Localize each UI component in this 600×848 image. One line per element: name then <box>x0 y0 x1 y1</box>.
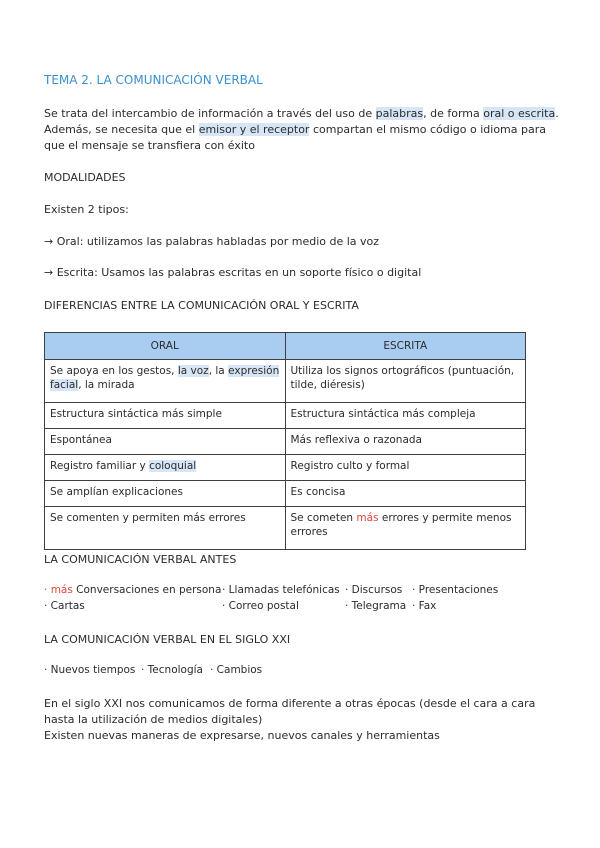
table-cell: Se apoya en los gestos, la voz, la expresión facial, la mirada <box>45 360 286 403</box>
list-item: · Discursos <box>345 584 403 596</box>
list-item: · Nuevos tiempos <box>44 664 136 676</box>
list-item: · Cartas <box>44 600 85 612</box>
list-item: · Fax <box>412 600 437 612</box>
red-text-mas: más <box>50 584 73 596</box>
table-header-row <box>45 333 526 360</box>
header-oral: ORAL <box>45 333 286 360</box>
table-cell: Registro familiar y coloquial <box>45 455 286 481</box>
siglo-paragraph: En el siglo XXI nos comunicamos de forma diferente a otras épocas (desde el cara a cara hasta la utilización de medios digitales) <box>44 697 536 726</box>
highlight-palabras: palabras <box>375 107 424 120</box>
list-item: · Presentaciones <box>412 584 499 596</box>
table-cell: Es concisa <box>285 481 526 507</box>
intro-text: , de forma <box>423 107 484 120</box>
table-row <box>45 429 526 455</box>
differences-table <box>44 332 526 550</box>
oral-item: → Oral: utilizamos las palabras habladas por medio de la voz <box>44 235 380 248</box>
list-item: · Telegrama <box>345 600 407 612</box>
intro-text: Se trata del intercambio de información a través del uso de <box>44 107 376 120</box>
list-item: · más Conversaciones en persona <box>44 584 222 596</box>
list-item: · Llamadas telefónicas <box>222 584 340 596</box>
table-row <box>45 455 526 481</box>
table-cell: Se comenten y permiten más errores <box>45 507 286 550</box>
table-cell: Estructura sintáctica más compleja <box>285 403 526 429</box>
table-cell: Se cometen más errores y permite menos errores <box>285 507 526 550</box>
table-cell: Utiliza los signos ortográficos (puntuación, tilde, diéresis) <box>285 360 526 403</box>
highlight-oral-escrita: oral o escrita <box>483 107 556 120</box>
table-row <box>45 507 526 550</box>
siglo-heading: LA COMUNICACIÓN VERBAL EN EL SIGLO XXI <box>44 633 291 646</box>
table-cell: Más reflexiva o razonada <box>285 429 526 455</box>
table-cell: Estructura sintáctica más simple <box>45 403 286 429</box>
modalidades-heading: MODALIDADES <box>44 171 126 184</box>
escrita-item: → Escrita: Usamos las palabras escritas en un soporte físico o digital <box>44 266 422 279</box>
highlight-la-voz: la voz <box>177 365 209 377</box>
siglo-paragraph: Existen nuevas maneras de expresarse, nuevos canales y herramientas <box>44 729 440 742</box>
table-row <box>45 403 526 429</box>
table-row <box>45 481 526 507</box>
table-row <box>45 360 526 403</box>
table-cell: Se amplían explicaciones <box>45 481 286 507</box>
highlight-coloquial: coloquial <box>149 460 197 472</box>
list-item: · Correo postal <box>222 600 299 612</box>
list-item: · Tecnología <box>141 664 203 676</box>
antes-heading: LA COMUNICACIÓN VERBAL ANTES <box>44 553 237 566</box>
diferencias-heading: DIFERENCIAS ENTRE LA COMUNICACIÓN ORAL Y ESCRITA <box>44 299 359 312</box>
intro-text: . Además, se necesita que el <box>44 107 559 136</box>
header-escrita: ESCRITA <box>285 333 526 360</box>
intro-text: compartan el mismo código o idioma para que el mensaje se transfiera con éxito <box>44 123 546 152</box>
page-title: TEMA 2. LA COMUNICACIÓN VERBAL <box>44 73 263 87</box>
tipos-text: Existen 2 tipos: <box>44 203 129 216</box>
table-cell: Registro culto y formal <box>285 455 526 481</box>
highlight-expresion-facial: expresión facial <box>50 365 280 391</box>
highlight-emisor-receptor: emisor y el receptor <box>198 123 310 136</box>
table-cell: Espontánea <box>45 429 286 455</box>
intro-paragraph <box>44 106 559 154</box>
list-item: · Cambios <box>210 664 263 676</box>
red-text-mas: más <box>356 512 379 524</box>
